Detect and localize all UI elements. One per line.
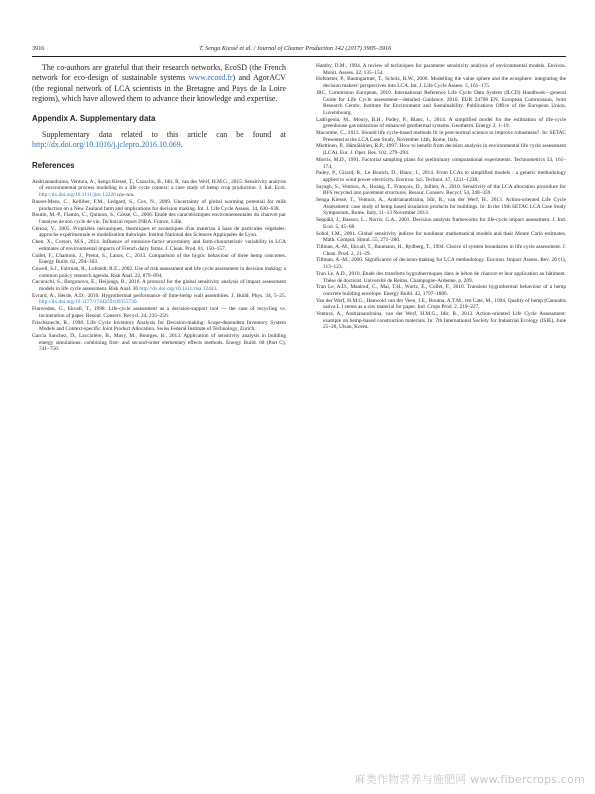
page-number: 3916 [32, 45, 45, 52]
reference-text: Ladrigeola, M., Moury, B.H., Padey, P., Blanc, I., 2014. A simplified model for the estimation of life-cycle greenhouse gas emissions of enhanced geothermal systems. Geotherm. Energy 2, 1–19. [316, 116, 566, 130]
reference-doi-link[interactable]: http://dx.doi.org/10.1111/jiec.12228 [39, 192, 116, 199]
reference-item [32, 212, 286, 225]
reference-item [316, 63, 566, 76]
reference-text: Hofstetter, P., Baumgartner, T., Scholz, R.W., 2000. Modelling the value sphere and the ecosphere: integrating the decision makers' perspectives into LCA. Int. J. Life Cycle Assess. 5, 161–175. [316, 76, 566, 90]
references-list-left [32, 179, 286, 353]
reference-text: Tillman, A.-M., 2000. Significance of decision-making for LCA methodology. Environ. Impact Assess. Rev. 20 (1), 113–123. [316, 257, 566, 271]
reference-item [32, 179, 286, 199]
reference-item [316, 170, 566, 183]
appendix-paragraph [32, 130, 286, 151]
reference-item [32, 226, 286, 239]
reference-item [316, 76, 566, 89]
ecosd-link[interactable]: www.ecosd.fr [188, 73, 233, 83]
reference-text: Cowell, S.J., Fairman, R., Lofstedt, R.E., 2002. Use of risk assessment and life cycle assessment in decision making: a common policy research agenda. Risk Anal. 22, 879–894. [32, 265, 286, 279]
right-column [316, 63, 566, 331]
reference-item [32, 266, 286, 279]
reference-item [32, 306, 286, 319]
references-list-right [316, 63, 566, 331]
reference-tail: . [136, 299, 138, 306]
reference-text: Finnveden, G., Ekvall, T., 1998. Life-cycle assessment as a decision-support tool — the case of recycling vs. incineration of paper. Resour. Conserv. Recycl. 24, 235–256. [32, 306, 286, 319]
reference-doi-link[interactable]: http://dx.doi.org/10.1111/risa.12443 [139, 286, 217, 293]
reference-text: Cérézo, V., 2005. Propriétés mécaniques, thermiques et acoustiques d'un matériau à base de particules végétales: approche expérimentale et modélisation théorique. Institut National des Sciences Appliquées de Lyon. [32, 225, 286, 239]
reference-text: Sayagh, S., Ventura, A., Hoang, T., François, D., Jullien, A., 2010. Sensitivity of the LCA allocation procedure for BFS recycled into pavement structures. Resour. Conserv. Recycl. 54, 348–359. [316, 183, 566, 197]
appendix-text: Supplementary data related to this article can be found at [42, 130, 286, 140]
reference-text: Van der Werf, H.M.G., Hanwold van der Veen, J.E., Bouma, A.T.M., ten Cate, M., 1994. Quality of hemp (Cannabis sativa L.) stems as a raw material for paper. Ind. Crops Prod. 2, 219–227. [316, 297, 566, 311]
acknowledgements-paragraph [32, 63, 286, 104]
journal-citation: T. Senga Kiessé et al. / Journal of Cleaner Production 142 (2017) 3905–3916 [199, 45, 392, 52]
reference-text: Sobol, I.M., 2001. Global sensitivity indices for nonlinear mathematical models and their Monte Carlo estimates. Math. Comput. Simul. 55, 271–280. [316, 230, 566, 244]
reference-item [316, 257, 566, 270]
reference-item [32, 253, 286, 266]
reference-text: Tillman, A.-M., Ekvall, T., Baumann, H., Rydberg, T., 1994. Choice of system boundaries in life cycle assessment. J. Clean. Prod. 2, 21–29. [316, 243, 566, 257]
reference-item [316, 157, 566, 170]
running-header [32, 45, 566, 52]
reference-text: Evrard, A., Herde, A.D., 2010. Hygrothermal performance of lime-hemp wall assemblies. J. Build. Phys. 34, 5–25. [32, 292, 286, 299]
reference-text: Padey, P., Girard, R., Le Boulch, D., Blanc, I., 2014. From LCAs to simplified models : a generic methodology applied to wind power electricity. Environ. Sci. Technol. 47, 1231–1238. [316, 170, 566, 183]
reference-item [316, 143, 566, 156]
reference-item [316, 90, 566, 117]
reference-text: Cucurachi, S., Borgonovo, E., Heijungs, R., 2016. A protocol for the global sensitivity analysis of impact assessment models in life cycle assessment. Risk Anal. 36 [32, 279, 286, 293]
reference-doi-link[interactable]: http://dx.doi.org/10.1177/1744259109355730 [39, 299, 137, 306]
reference-text: Garcia Sanchez, D., Laccarière, B., Musy, M., Bourges, B., 2013. Application of sensitivity analysis in building energy simulations: combining first- and second-order elementary effects methods. Energy Build. 68 (Part C), 741–750. [32, 332, 286, 353]
ack-text-1: The co-authors are grateful that their research networks, EcoSD (the French network for eco-design of sustainable systems [32, 63, 286, 83]
reference-text: Tran Le, A.D., Maalouf, C., Mai, T.H., Wurtz, E., Collet, F., 2010. Transient hygrothermal behaviour of a hemp concrete building envelope. Energy Build. 42, 1797–1806. [316, 284, 566, 297]
reference-text: Ventura, A., Andrianandraina, van der Werf, H.M.G., Idir, R., 2013. Action-oriented Life Cycle Assessment: example on hemp-based construction materials. In: 7th International Society for Industrial Ecology (ISIE), June 25–28, Ulsan, Korea. [316, 311, 566, 331]
reference-item [32, 239, 286, 252]
reference-text: JRC, Commision European, 2010. International Reference Life Cycle Data System (ILCD) Handbook—general Guide for Life Cycle assessment—detailed Guidance. 2010. EUR 24708 EN. European Commission, Joint Research Centre. Institute for Environment and Sustainability. Publications Office of the European Union, Luxembourg. [316, 89, 566, 116]
appendix-heading: Appendix A. Supplementary data [32, 114, 156, 124]
references-heading: References [32, 160, 75, 170]
reference-tail: . [216, 286, 218, 293]
reference-text: Boutin, M.-P., Flamin, C., Quinton, S., Gosse, G., 2006. Etude des caractéristiques environnementales du chanvre par l'analyse de son cycle de vie. Technical report INRA. France, Lille. [32, 212, 286, 225]
reference-text: Macombe, C., 2013. Should life cycle-based methods fit in post-normal science to improve robustness?. In: SETAC Presented at the LCA Case Study, November 14th, Rome, Italy. [316, 130, 566, 143]
reference-text: Hamby, D.M., 1994. A review of techniques for parameter sensitivity analysis of environmental models. Environ. Monit. Assess. 32, 135–154. [316, 63, 566, 76]
reference-item [316, 130, 566, 143]
reference-text: Chen, X., Corson, M.S., 2014. Influence of emission-factor uncertainty and farm-characteristic variability in LCA estimates of environmental impacts of French dairy farms. J. Clean. Prod. 81, 150–157. [32, 239, 286, 252]
reference-text: Collet, F., Chamoin, J., Pretot, S., Lanos, C., 2013. Comparison of the hygric behaviour of three hemp concretes. Energy Build. 62, 294–303. [32, 252, 286, 266]
reference-item [316, 197, 566, 217]
ack-text-2: ) and AgorACV (the regional network of LCA scientists in the Bretagne and Pays de la Loire regions), which have allowed them to advance their knowledge and expertise. [32, 73, 286, 103]
reference-item [32, 199, 286, 212]
left-column [32, 63, 286, 353]
reference-item [316, 117, 566, 130]
reference-text: Andrianandraina, Ventura, A., Senga Kiessé, T., Cazacliu, B., Idir, R, van der Werf, H.M.G., 2015. Sensitivity analysis of environmental process modeling in a life cycle context: a case study of hemp crop production. J. Ind. Ecol. [32, 178, 286, 192]
reference-text: Seppälä, J., Basson, L., Norris, G.A., 2001. Decision analysis frameworks for life-cycle impact assessment. J. Ind. Ecol. 5, 45–68. [316, 217, 566, 230]
appendix-end: . [180, 140, 183, 150]
reference-item [316, 284, 566, 297]
reference-item [316, 311, 566, 331]
reference-item [32, 293, 286, 306]
reference-item [316, 184, 566, 197]
reference-item [316, 244, 566, 257]
reference-item [316, 271, 566, 284]
reference-text: Morris, M.D., 1991. Factorial sampling plans for preliminary computational experiments. Technometrics 33, 161–174. [316, 156, 566, 170]
reference-item [32, 320, 286, 333]
reference-text: Senga Kiessé, T., Ventura, A., Andrianandraina, Idir, R., van der Werf, H., 2013. Action-oriented Life Cycle Assessment: case study of hemp based insulation products for buildings. In: In the 19th SETAC LCA Case Study Symposium, Rome, Italy, 11–13 November 2013. [316, 197, 566, 217]
supplementary-data-link[interactable]: http://dx.doi.org/10.1016/j.jclepro.2016.10.069 [32, 140, 181, 150]
reference-item [32, 333, 286, 353]
reference-item [316, 298, 566, 311]
reference-text: Tran Le, A.D., 2010. Etude des transferts hygrothermiques dans le béton de chanvre et leur application au bâtiment. Thèse de doctorat. Université de Reims, Champagne-Ardenne, p. 209. [316, 270, 566, 284]
reference-tail: n/a–n/a. [115, 192, 135, 199]
header-rule [32, 56, 566, 57]
reference-item [316, 217, 566, 230]
reference-text: Basset-Mens, C., Kelliher, F.M., Ledgard, S., Cox, N., 2009. Uncertainty of global warming potential for milk production on a New Zealand farm and implications for decision making. Int. J. Life Cycle Assess. 14, 630–638. [32, 198, 286, 212]
reference-text: Miettinen, P., Hämäläinen, R.P., 1997. How to benefit from decision analysis in environmental life cycle assessment (LCA). Eur. J. Oper. Res. 102, 279–294. [316, 143, 566, 157]
reference-item [32, 279, 286, 292]
watermark: 麻类作物营养与施肥网 www.fibercrops.com [354, 773, 585, 786]
reference-item [316, 231, 566, 244]
reference-text: Frischknecht, R., 1998. Life Cycle Inventory Analysis for Decision-making: Scope-dependent Inventory System Models and Context-specific Joint Product Allocation. Swiss Federal Institute of Technology, Zurich. [32, 319, 286, 333]
